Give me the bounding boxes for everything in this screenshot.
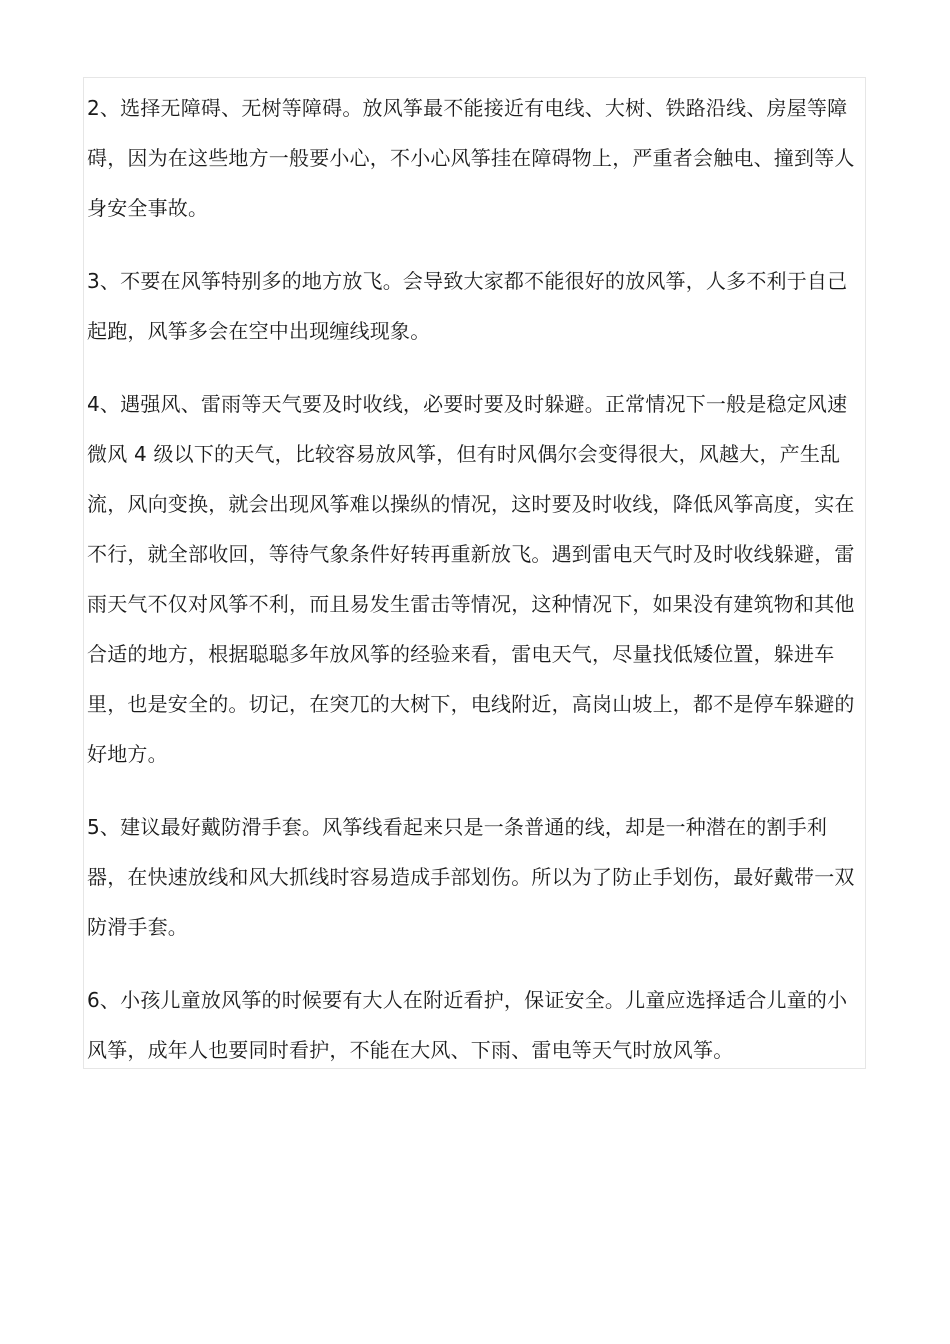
- paragraph-item-3: 3、不要在风筝特别多的地方放飞。会导致大家都不能很好的放风筝，人多不利于自己起跑，风筝多会在空中出现缠线现象。: [87, 269, 848, 343]
- paragraph-item-2: 2、选择无障碍、无树等障碍。放风筝最不能接近有电线、大树、铁路沿线、房屋等障碍，因为在这些地方一般要小心，不小心风筝挂在障碍物上，严重者会触电、撞到等人身安全事故。: [87, 96, 855, 220]
- article-body: [87, 83, 864, 1075]
- paragraph-item-5: 5、建议最好戴防滑手套。风筝线看起来只是一条普通的线，却是一种潜在的割手利器，在快速放线和风大抓线时容易造成手部划伤。所以为了防止手划伤，最好戴带一双防滑手套。: [87, 815, 855, 939]
- text-frame: [83, 77, 866, 1069]
- paragraph-item-6: 6、小孩儿童放风筝的时候要有大人在附近看护，保证安全。儿童应选择适合儿童的小风筝，成年人也要同时看护，不能在大风、下雨、雷电等天气时放风筝。: [87, 988, 848, 1062]
- paragraph-item-4: 4、遇强风、雷雨等天气要及时收线，必要时要及时躲避。正常情况下一般是稳定风速微风 4 级以下的天气，比较容易放风筝，但有时风偶尔会变得很大，风越大，产生乱流，风向变换，就会出现风筝难以操纵的情况，这时要及时收线，降低风筝高度，实在不行，就全部收回，等待气象条件好转再重新放飞。遇到雷电天气时及时收线躲避，雷雨天气不仅对风筝不利，而且易发生雷击等情况，这种情况下，如果没有建筑物和其他合适的地方，根据聪聪多年放风筝的经验来看，雷电天气，尽量找低矮位置，躲进车里，也是安全的。切记，在突兀的大树下，电线附近，高岗山坡上，都不是停车躲避的好地方。: [87, 392, 855, 766]
